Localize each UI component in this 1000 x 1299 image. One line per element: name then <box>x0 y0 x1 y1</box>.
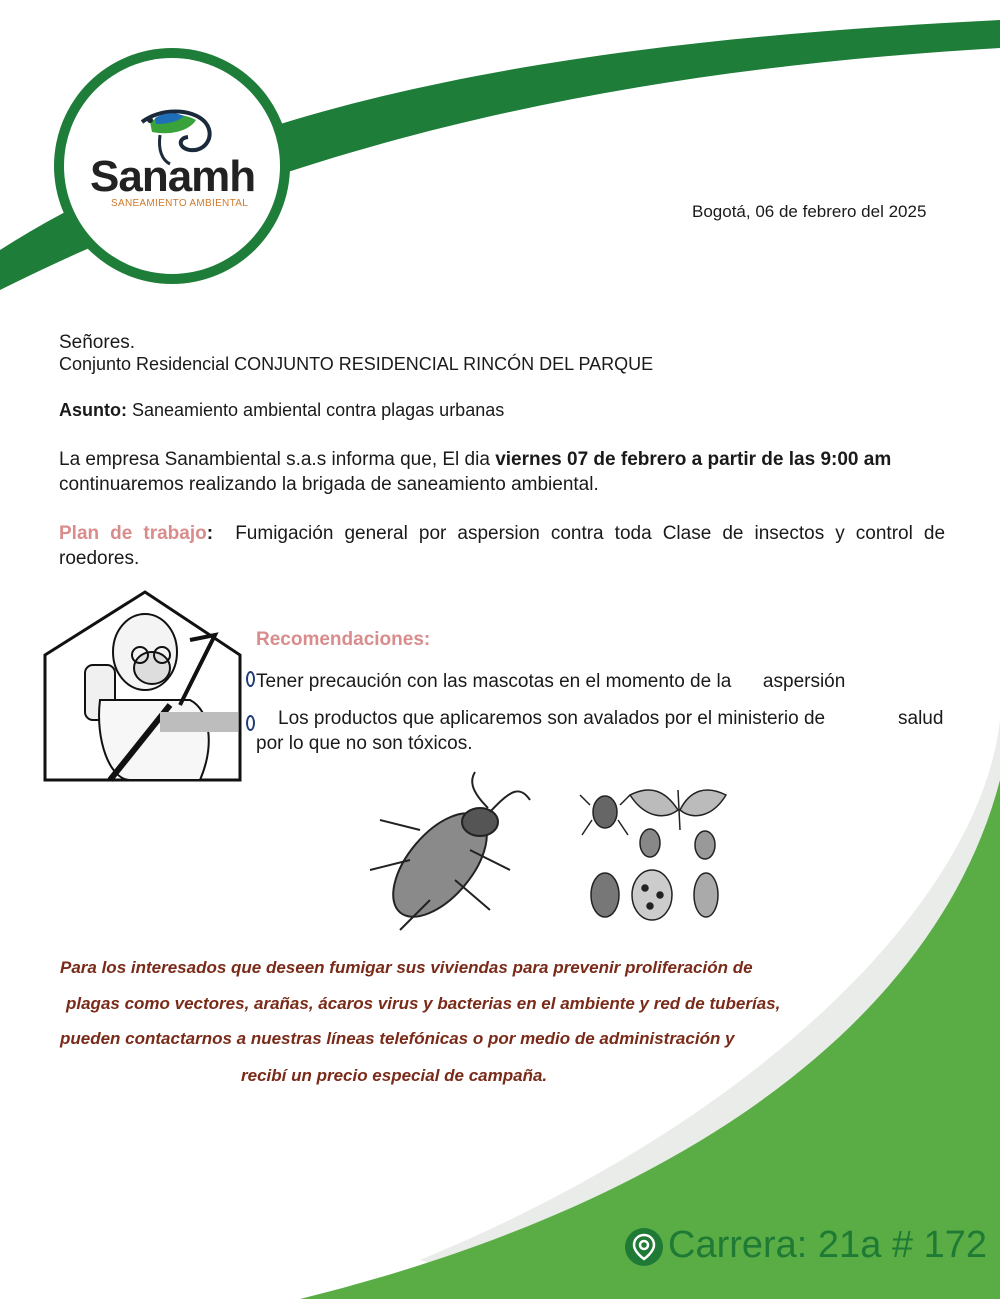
plan-colon: : <box>206 523 214 544</box>
address-text: Carrera: 21a # 172 <box>668 1224 987 1266</box>
recommendations-title: Recomendaciones: <box>256 629 431 650</box>
subject-line <box>59 398 504 423</box>
pest-control-illustration <box>45 592 240 780</box>
closing-line-2: plagas como vectores, arañas, ácaros virus y bacterias en el ambiente y red de tuberías, <box>66 994 781 1013</box>
recipient-line-2: Conjunto Residencial CONJUNTO RESIDENCIAL RINCÓN DEL PARQUE <box>59 354 654 374</box>
bullet-icon <box>246 715 255 731</box>
recipient-line-1: Señores. <box>59 332 136 353</box>
closing-line-3: pueden contactarnos a nuestras líneas telefónicas o por medio de administración y <box>60 1029 735 1048</box>
recommendation-item-1: Tener precaución con las mascotas en el momento de la aspersión <box>256 671 846 692</box>
intro-part1: La empresa Sanambiental s.a.s informa que, El dia <box>59 449 496 470</box>
subject-text: Saneamiento ambiental contra plagas urbanas <box>126 400 505 420</box>
intro-bold: viernes 07 de febrero a partir de las 9:00 am <box>495 449 892 470</box>
plan-line-2: roedores. <box>59 548 140 569</box>
recommendation-item-2-end: salud <box>898 708 944 729</box>
recommendation-item-2: Los productos que aplicaremos son avalados por el ministerio de <box>278 708 826 729</box>
plan-text: Fumigación general por aspersion contra toda Clase de insectos y control de <box>235 523 946 544</box>
intro-line-2: continuaremos realizando la brigada de saneamiento ambiental. <box>59 474 599 495</box>
cockroach-illustration <box>370 772 530 933</box>
intro-line-1 <box>59 447 945 472</box>
closing-line-1: Para los interesados que deseen fumigar sus viviendas para prevenir proliferación de <box>60 958 753 977</box>
location-pin-icon <box>624 1227 664 1267</box>
recommendation-item-2-cont: por lo que no son tóxicos. <box>256 733 473 754</box>
logo-name: Sanamh <box>90 152 256 201</box>
plan-line-1 <box>59 521 945 546</box>
insects-illustration <box>580 790 726 920</box>
date-line: Bogotá, 06 de febrero del 2025 <box>692 202 927 221</box>
plan-label: Plan de trabajo <box>59 523 207 544</box>
logo-tagline: SANEAMIENTO AMBIENTAL <box>111 198 249 209</box>
bullet-icon <box>246 671 255 687</box>
closing-line-4: recibí un precio especial de campaña. <box>241 1066 548 1085</box>
subject-label: Asunto: <box>59 400 127 420</box>
